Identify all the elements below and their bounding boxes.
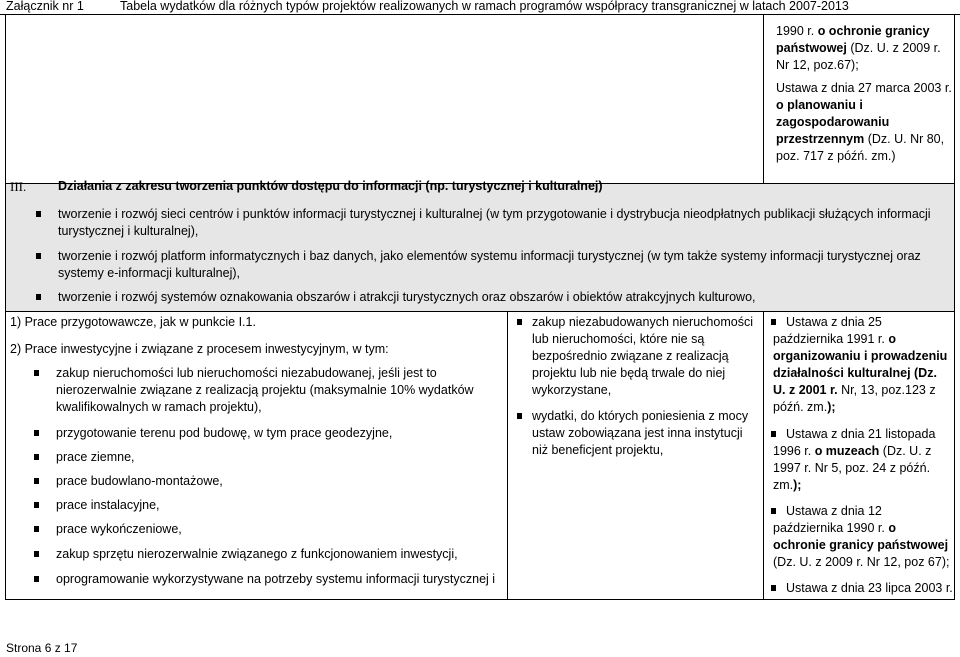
- law-item: Ustawa z dnia 12: [786, 503, 954, 520]
- col-divider-2: [763, 311, 764, 600]
- left-bullet: oprogramowanie wykorzystywane na potrzeby systemu informacji turystycznej i: [56, 572, 496, 586]
- section-bullet: tworzenie i rozwój systemów oznakowania obszarów i atrakcji turystycznych oraz obszarów i obiektów atrakcyjnych kulturowo,: [58, 289, 948, 306]
- col-divider-top: [763, 14, 764, 183]
- law-item-body: 1996 r. o muzeach (Dz. U. z 1997 r. Nr 5, poz. 24 z późń. zm.);: [773, 444, 932, 492]
- header-rule: [0, 14, 960, 15]
- left-bullet: prace budowlano-montażowe,: [56, 474, 223, 488]
- table-right-border: [954, 14, 955, 600]
- ineligible-item: wydatki, do których poniesienia z mocy ustaw zobowiązana jest inna instytucji niż beneficjent projektu,: [532, 408, 757, 459]
- law-item-body: października 1990 r. o ochronie granicy państwowej (Dz. U. z 2009 r. Nr 12, poz 67);: [773, 521, 950, 569]
- law-item-body: października 1991 r. o organizowaniu i prowadzeniu działalności kulturalnej (Dz. U. z 2001 r. Nr, 13, poz.123 z późń. zm.);: [773, 332, 948, 414]
- left-bullet: zakup sprzętu nierozerwalnie związanego z funkcjonowaniem inwestycji,: [56, 547, 458, 561]
- ineligible-item: zakup niezabudowanych nieruchomości lub nieruchomości, które nie są bezpośrednio związane z realizacją projektu lub nie będą trwale do niej wykorzystane,: [532, 314, 757, 399]
- left-bullet: prace instalacyjne,: [56, 498, 160, 512]
- invest-works-item: 2) Prace inwestycyjne i związane z procesem inwestycyjnym, w tym:: [10, 342, 389, 356]
- prep-works-item: 1) Prace przygotowawcze, jak w punkcie I.1.: [10, 315, 256, 329]
- left-bullet: prace ziemne,: [56, 450, 135, 464]
- section-title: Działania z zakresu tworzenia punktów dostępu do informacji (np. turystycznej i kulturalnej): [58, 179, 603, 193]
- document-title: Tabela wydatków dla różnych typów projektów realizowanych w ramach programów współpracy transgranicznej w latach 2007-2013: [120, 0, 849, 13]
- annex-label: Załącznik nr 1: [6, 0, 84, 13]
- table-bottom-border: [5, 599, 955, 600]
- law-item: Ustawa z dnia 21 listopada: [786, 426, 954, 443]
- law-item: Ustawa z dnia 23 lipca 2003 r.: [786, 581, 953, 595]
- law-text-top: 1990 r. o ochronie granicy państwowej (Dz. U. z 2009 r. Nr 12, poz.67); Ustawa z dnia 27 marca 2003 r. o planowaniu i zagospodarowaniu przestrzennym (Dz. U. Nr 80, poz. 717 z późń. zm.): [776, 24, 952, 163]
- section-numeral: III.: [10, 179, 27, 194]
- left-bullet: zakup nieruchomości lub nieruchomości niezabudowanej, jeśli jest to nierozerwalnie związane z realizacją projektu (maksymalnie 10% wydatków kwalifikowalnych w ramach projektu),: [56, 365, 501, 416]
- section-bullet: tworzenie i rozwój platform informatycznych i baz danych, jako elementów systemu informacji turystycznej (w tym także systemy informacji turystycznej oraz systemy e-informacji kulturalnej),: [58, 248, 948, 282]
- law-item: Ustawa z dnia 25: [786, 314, 954, 331]
- section-bullet: tworzenie i rozwój sieci centrów i punktów informacji turystycznej i kulturalnej (w tym przygotowanie i dystrybucja nieodpłatnych publikacji służących informacji turystycznej i kulturalnej),: [58, 206, 948, 240]
- left-bullet: prace wykończeniowe,: [56, 522, 182, 536]
- page-number: Strona 6 z 17: [6, 641, 78, 655]
- left-bullet: przygotowanie terenu pod budowę, w tym prace geodezyjne,: [56, 426, 393, 440]
- section-bottom-rule: [5, 311, 955, 312]
- col-divider-1: [507, 311, 508, 600]
